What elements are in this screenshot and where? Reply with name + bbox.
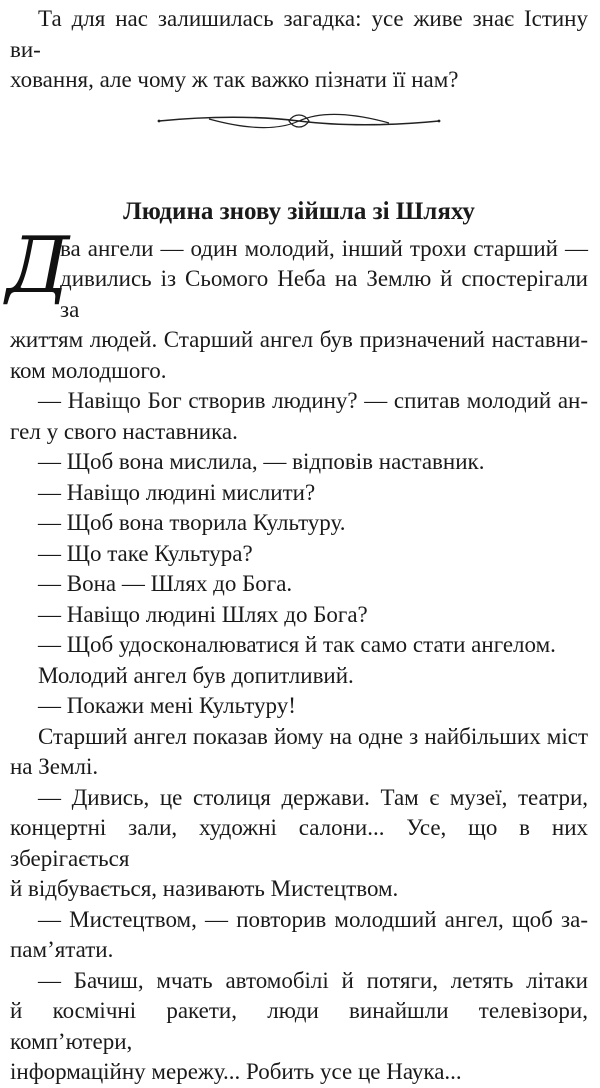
- text-line: ховання, але чому ж так важко пізнати її нам?: [10, 67, 459, 92]
- dialogue-line: — Щоб вона творила Культуру.: [38, 510, 346, 535]
- narrative-line: на Землі.: [10, 754, 99, 779]
- opening-paragraph: [6, 220, 588, 387]
- intro-paragraph: [10, 0, 588, 96]
- dialogue-line: гел у свого наставника.: [10, 418, 238, 444]
- dialogue-line: — Щоб вона мислила, — відповів наставник.: [38, 449, 485, 474]
- dialogue-block: [10, 386, 588, 661]
- dialogue-line: — Вона — Шлях до Бога.: [38, 571, 293, 596]
- dialogue-line: — Дивись, це столиця держави. Там є музеї, театри,: [38, 784, 588, 810]
- text-line: ва ангели — один молодий, інший трохи старший —: [60, 235, 588, 261]
- text-line: дивились із Сьомого Неба на Землю й спостерігали за: [60, 266, 588, 322]
- dialogue-line: інформаційну мережу... Робить усе це Наука...: [10, 1059, 462, 1084]
- chapter-heading: Людина знову зійшла зі Шляху: [123, 197, 475, 225]
- narrative-line: Старший ангел показав йому на одне з найбільших міст: [38, 723, 588, 749]
- dialogue-line: — Покажи мені Культуру!: [38, 693, 296, 718]
- dialogue-line: — Навіщо Бог створив людину? — спитав молодий ан-: [38, 388, 588, 413]
- ornament-divider-icon: [149, 104, 449, 134]
- dialogue-line: й космічні ракети, люди винайшли телевізори, комп’ютери,: [10, 998, 588, 1054]
- book-page: [6, 0, 588, 1088]
- text-line: життям людей. Старший ангел був призначений наставни-: [10, 327, 588, 352]
- dialogue-line: й відбувається, називають Мистецтвом.: [10, 876, 399, 901]
- text-line: ком молодшого.: [10, 357, 167, 383]
- dialogue-line: — Що таке Культура?: [38, 540, 253, 566]
- drop-cap: Д: [6, 220, 70, 311]
- text-line: Та для нас залишилась загадка: усе живе знає Істину ви-: [10, 6, 588, 62]
- dialogue-line: — Навіщо людині Шлях до Бога?: [38, 601, 368, 627]
- dialogue-line: — Щоб удосконалюватися й так само стати ангелом.: [38, 632, 556, 657]
- dialogue-line: — Мистецтвом, — повторив молодший ангел, щоб за-: [38, 906, 588, 932]
- dialogue-line: — Бачиш, мчать автомобілі й потяги, летять літаки: [38, 967, 588, 993]
- dialogue-line: концертні зали, художні салони... Усе, що в них зберігається: [10, 815, 588, 871]
- dialogue-line: — Навіщо людині мислити?: [38, 479, 316, 505]
- dialogue-line: пам’ятати.: [10, 937, 114, 962]
- narrative-line: Молодий ангел був допитливий.: [38, 662, 354, 688]
